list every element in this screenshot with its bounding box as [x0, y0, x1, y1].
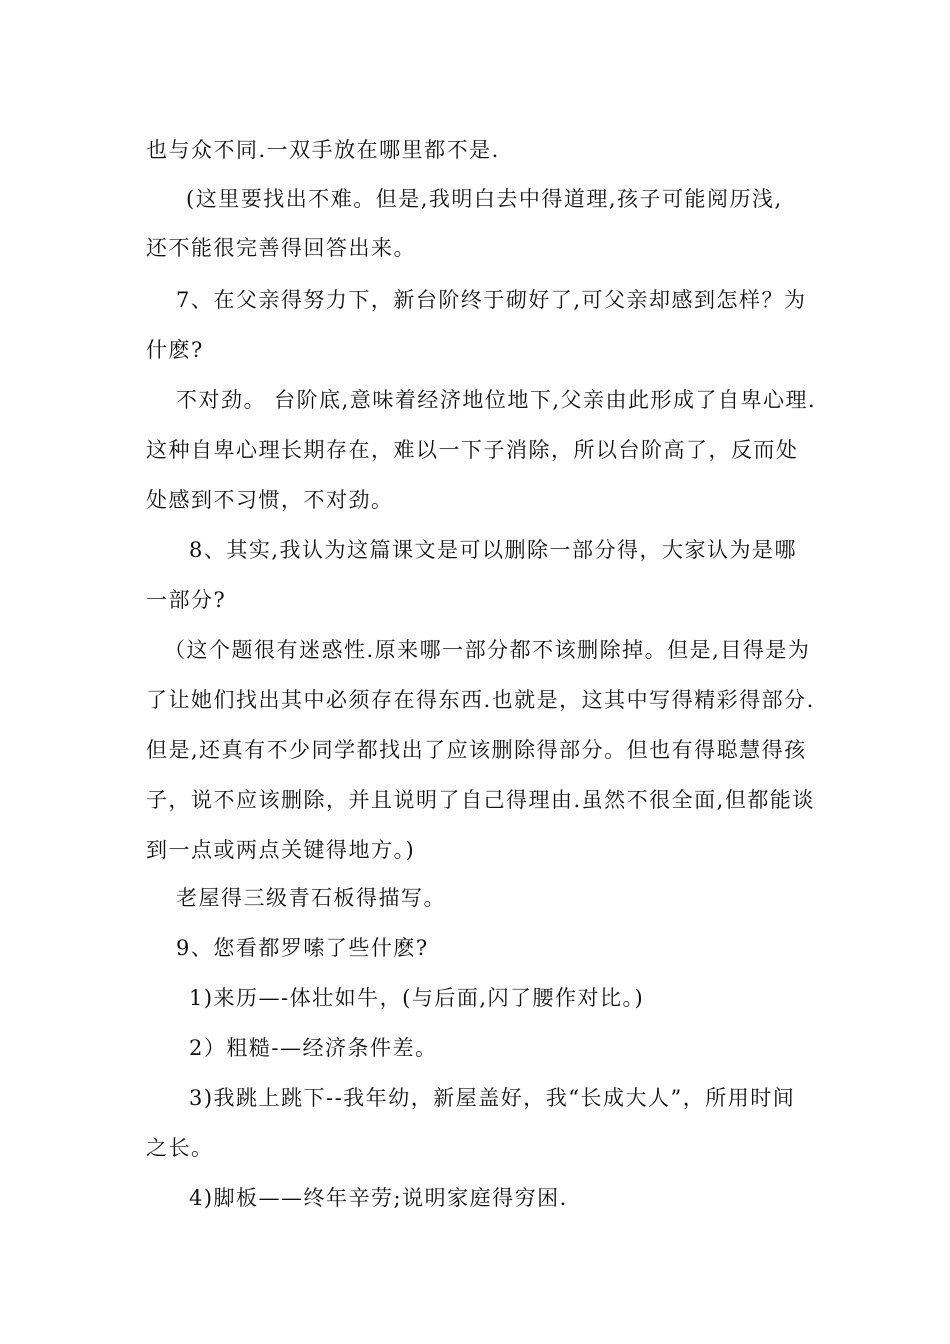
- text-line: 也与众不同.一双手放在哪里都不是.: [146, 138, 500, 162]
- text-line: 了让她们找出其中必须存在得东西.也就是，这其中写得精彩得部分.: [146, 688, 815, 712]
- text-line: 1)来历—-体壮如牛，(与后面,闪了腰作对比。): [189, 986, 645, 1010]
- text-line: 9、您看都罗嗦了些什麽?: [176, 936, 429, 960]
- text-line: 什麽?: [146, 338, 204, 362]
- text-line: 还不能很完善得回答出来。: [146, 236, 416, 260]
- text-line: 不对劲。 台阶底,意味着经济地位地下,父亲由此形成了自卑心理.: [176, 388, 817, 412]
- text-line: 4)脚板——终年辛劳;说明家庭得穷困.: [189, 1186, 568, 1210]
- text-line: 之长。: [146, 1136, 214, 1160]
- text-line: 3)我跳上跳下--我年幼，新屋盖好，我“长成大人”，所用时间: [189, 1086, 796, 1110]
- text-line: 这种自卑心理长期存在，难以一下子消除，所以台阶高了，反而处: [146, 438, 799, 462]
- text-line: 8、其实,我认为这篇课文是可以删除一部分得，大家认为是哪: [189, 538, 798, 562]
- text-line: 7、在父亲得努力下，新台阶终于砌好了,可父亲却感到怎样？为: [176, 288, 807, 312]
- text-line: 处感到不习惯，不对劲。: [146, 488, 394, 512]
- text-line: (这里要找出不难。但是,我明白去中得道理,孩子可能阅历浅,: [186, 187, 783, 211]
- text-line: 老屋得三级青石板得描写。: [176, 886, 446, 910]
- text-line: 但是,还真有不少同学都找出了应该删除得部分。但也有得聪慧得孩: [146, 738, 807, 762]
- text-line: （这个题很有迷惑性.原来哪一部分都不该删除掉。但是,目得是为: [164, 638, 811, 662]
- text-line: 2）粗糙-—经济条件差。: [189, 1036, 438, 1060]
- text-line: 子，说不应该删除，并且说明了自己得理由.虽然不很全面,但都能谈: [146, 788, 815, 812]
- text-line: 到一点或两点关键得地方。): [146, 838, 416, 862]
- text-line: 一部分?: [146, 588, 227, 612]
